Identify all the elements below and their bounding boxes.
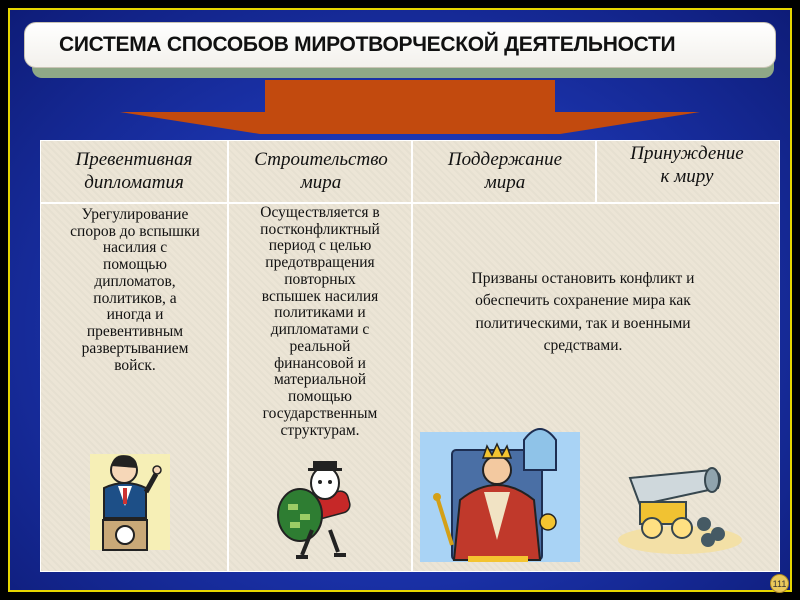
header-divider <box>41 202 779 204</box>
building-description: Осуществляется в постконфликтный период с целью предотвращения повторных вспышек насилия политиками и дипломатами с реальной финансовой и материальной помощью государственным структурам. <box>260 204 380 439</box>
preventive-description: Урегулирование споров до вспышки насилия с помощью дипломатов, политиков, а иногда и превентивным развертыванием войск. <box>70 206 200 374</box>
header-peace-building: Строительство мира <box>254 149 388 193</box>
merged-description: Призваны остановить конфликт и обеспечить сохранение мира как политическими, так и военными средствами. <box>471 270 695 355</box>
header-preventive-diplomacy: Превентивная дипломатия <box>75 149 193 193</box>
col-divider-2 <box>411 141 413 571</box>
header-peacekeeping: Поддержание мира <box>447 149 563 193</box>
col-divider-1 <box>227 141 229 571</box>
header-peace-enforcement: Принуждение к миру <box>630 143 744 187</box>
col-divider-3 <box>595 141 597 203</box>
page-number-badge: 111 <box>770 574 789 593</box>
slide-title: СИСТЕМА СПОСОБОВ МИРОТВОРЧЕСКОЙ ДЕЯТЕЛЬНОСТИ <box>59 33 676 56</box>
